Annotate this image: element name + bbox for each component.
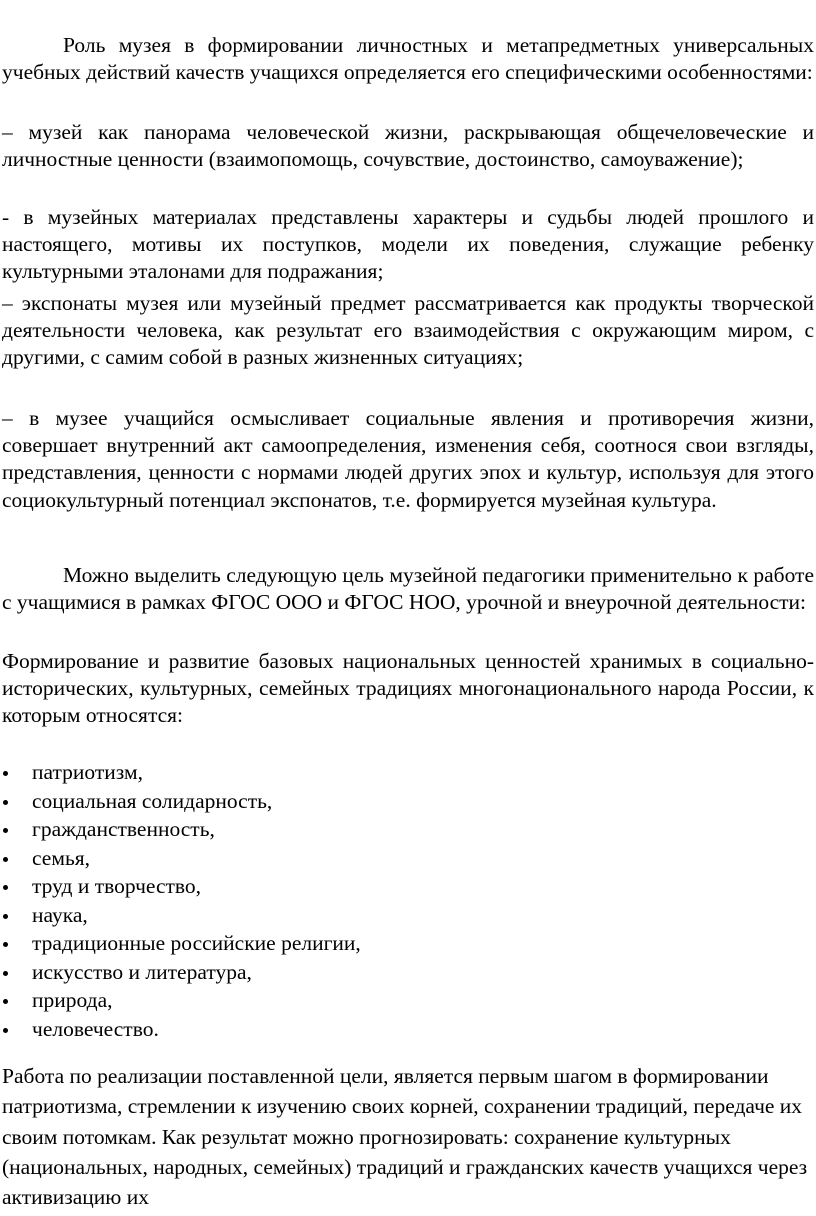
paragraph-panorama: – музей как панорама человеческой жизни, раскрывающая общечеловеческие и личностные ценности (взаимопомощь, сочувствие, достоинство, самоуважение); — [2, 120, 814, 172]
list-item: патриотизм, — [0, 758, 816, 787]
bullet-icon — [3, 942, 8, 947]
bullet-icon — [3, 971, 8, 976]
paragraph-conclusion: Работа по реализации поставленной цели, является первым шагом в формировании патриотизма, стремлении к изучению своих корней, сохранении традиций, передаче их своим потомкам. Как результат можно прогнозировать: сохранение культурных (национальных, народных, семейных) традиций и гражданских качеств учащихся через активизацию их — [2, 1064, 808, 1210]
list-item: гражданственность, — [0, 815, 816, 844]
list-item: семья, — [0, 844, 816, 873]
paragraph-goal: Можно выделить следующую цель музейной педагогики применительно к работе с учащимися в рамках ФГОС ООО и ФГОС НОО, урочной и внеурочной деятельности: — [2, 563, 814, 615]
list-item: природа, — [0, 986, 816, 1015]
bullet-icon — [3, 828, 8, 833]
bullet-icon — [3, 885, 8, 890]
bullet-icon — [3, 999, 8, 1004]
bullet-icon — [3, 914, 8, 919]
list-item: искусство и литература, — [0, 958, 816, 987]
list-item: наука, — [0, 901, 816, 930]
paragraph-intro: Роль музея в формировании личностных и метапредметных универсальных учебных действий качеств учащихся определяется его специфическими особенностями: — [2, 33, 814, 85]
paragraph-values-intro: Формирование и развитие базовых национальных ценностей хранимых в социально-исторических, культурных, семейных традициях многонационального народа России, к которым относятся: — [2, 649, 814, 728]
list-item: человечество. — [0, 1015, 816, 1044]
bullet-icon — [3, 1028, 8, 1033]
paragraph-exhibits: – экспонаты музея или музейный предмет рассматривается как продукты творческой деятельности человека, как результат его взаимодействия с окружающим миром, с другими, с самим собой в разных жизненных ситуациях; — [2, 291, 814, 370]
values-list — [0, 758, 816, 1043]
bullet-icon — [3, 771, 8, 776]
list-item: социальная солидарность, — [0, 787, 816, 816]
paragraph-student: – в музее учащийся осмысливает социальные явления и противоречия жизни, совершает внутренний акт самоопределения, изменения себя, соотнося свои взгляды, представления, ценности с нормами людей других эпох и культур, используя для этого социокультурный потенциал экспонатов, т.е. формируется музейная культура. — [2, 406, 814, 512]
list-item: труд и творчество, — [0, 872, 816, 901]
list-item: традиционные российские религии, — [0, 929, 816, 958]
bullet-icon — [3, 857, 8, 862]
paragraph-materials: - в музейных материалах представлены характеры и судьбы людей прошлого и настоящего, мотивы их поступков, модели их поведения, служащие ребенку культурными эталонами для подражания; — [2, 205, 814, 284]
bullet-icon — [3, 800, 8, 805]
